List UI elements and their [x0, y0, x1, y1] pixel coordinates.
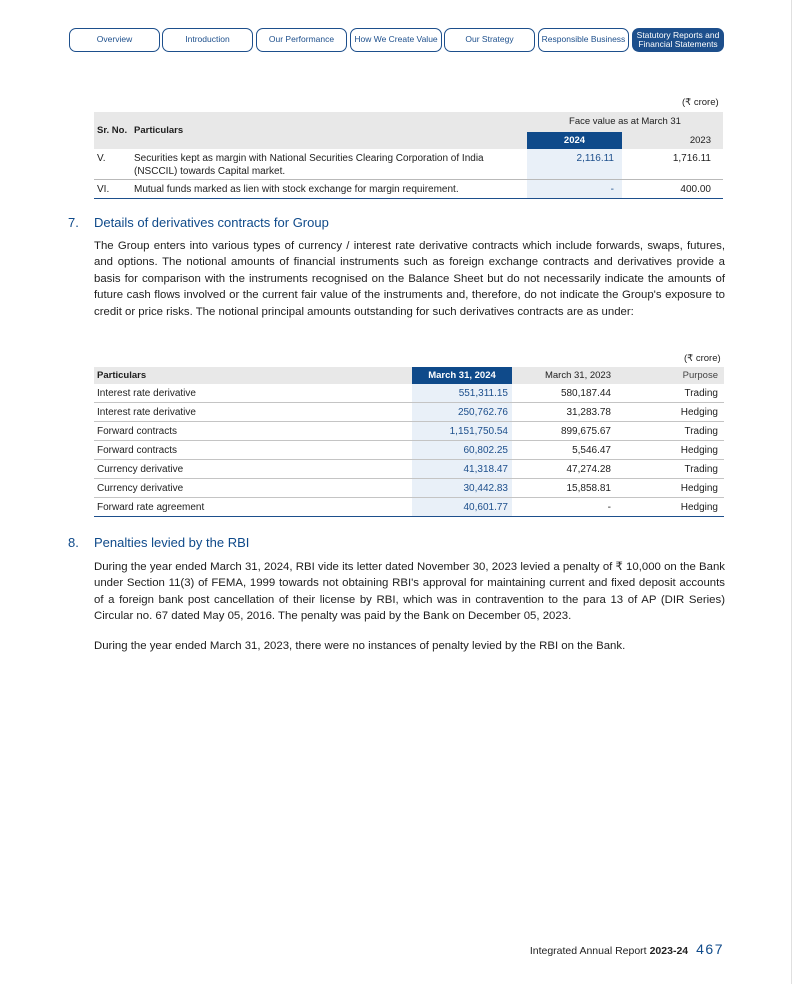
tab-introduction[interactable]: Introduction [162, 28, 253, 52]
tab-overview[interactable]: Overview [69, 28, 160, 52]
row-value-2024: 60,802.25 [412, 441, 512, 459]
table-row [94, 460, 724, 479]
tab-our-strategy[interactable]: Our Strategy [444, 28, 535, 52]
header-face-value: Face value as at March 31 [569, 116, 681, 127]
page-footer [530, 941, 724, 957]
row-particulars: Interest rate derivative [97, 407, 196, 418]
row-particulars: Securities kept as margin with National Securities Clearing Corporation of India (NSCCIL) towards Capital market. [134, 153, 484, 177]
footer-report-year: 2023-24 [649, 945, 689, 957]
footer-report-name: Integrated Annual Report [529, 945, 647, 957]
section-8-paragraph-2: During the year ended March 31, 2023, there were no instances of penalty levied by the RBI on the Bank. [94, 640, 626, 652]
tab-our-performance[interactable]: Our Performance [256, 28, 347, 52]
row-value-2023: 899,675.67 [560, 426, 611, 437]
row-value-2023: 31,283.78 [566, 407, 611, 418]
securities-table [94, 112, 723, 199]
row-value-2024: 1,151,750.54 [412, 422, 512, 440]
row-value-2024: 551,311.15 [412, 384, 512, 402]
row-purpose: Trading [684, 388, 718, 399]
row-particulars: Currency derivative [97, 483, 184, 494]
row-value-2023: 1,716.11 [672, 153, 711, 164]
header-2023: 2023 [689, 135, 711, 146]
section-8-title: Penalties levied by the RBI [94, 535, 250, 550]
header-march-2024: March 31, 2024 [412, 367, 512, 384]
row-value-2024: - [527, 180, 622, 198]
table-row [94, 422, 724, 441]
row-value-2024: 41,318.47 [412, 460, 512, 478]
section-7-number: 7. [68, 215, 79, 230]
section-7-title: Details of derivatives contracts for Group [94, 215, 329, 230]
row-purpose: Hedging [680, 502, 718, 513]
row-purpose: Hedging [680, 483, 718, 494]
table-row [94, 498, 724, 517]
header-sr-no: Sr. No. [97, 125, 128, 136]
table-row [94, 149, 723, 180]
row-value-2023: 15,858.81 [566, 483, 611, 494]
row-sr-no: V. [97, 153, 106, 164]
row-particulars: Forward contracts [97, 426, 178, 437]
table-row [94, 180, 723, 199]
tab-statutory-reports[interactable]: Statutory Reports and Financial Statements [632, 28, 724, 52]
row-value-2024: 40,601.77 [412, 498, 512, 516]
table2-unit: (₹ crore) [684, 353, 721, 364]
section-7-body: The Group enters into various types of currency / interest rate derivative contracts which include forwards, swaps, futures, and options. The notional amounts of financial instruments such as foreign exchange contracts and derivatives provide a basis for comparison with the instruments recognised on the Balance Sheet but do not necessarily indicate the amounts of future cash flows involved or the current fair value of the instruments and, therefore, do not indicate the Group's exposure to credit or price risks. The notional principal amounts outstanding for such derivatives contracts are as under: [94, 240, 725, 318]
row-value-2024: 2,116.11 [527, 149, 622, 179]
header-purpose: Purpose [682, 370, 718, 381]
row-purpose: Hedging [680, 445, 718, 456]
row-value-2023: 5,546.47 [572, 445, 611, 456]
table1-unit: (₹ crore) [682, 97, 719, 108]
section-8-number: 8. [68, 535, 79, 550]
table-header [94, 112, 723, 149]
table-row [94, 479, 724, 498]
derivatives-table [94, 367, 724, 517]
tab-how-we-create-value[interactable]: How We Create Value [350, 28, 442, 52]
header-particulars: Particulars [97, 370, 147, 381]
row-purpose: Trading [684, 426, 718, 437]
header-particulars: Particulars [134, 125, 184, 136]
row-value-2023: 400.00 [680, 184, 711, 195]
header-2024: 2024 [527, 132, 622, 149]
row-particulars: Forward rate agreement [97, 502, 205, 513]
row-value-2024: 30,442.83 [412, 479, 512, 497]
row-purpose: Hedging [680, 407, 718, 418]
tab-responsible-business[interactable]: Responsible Business [538, 28, 629, 52]
row-value-2023: 580,187.44 [560, 388, 611, 399]
row-particulars: Mutual funds marked as lien with stock exchange for margin requirement. [134, 184, 459, 195]
row-sr-no: VI. [97, 184, 110, 195]
section-8-paragraph-1: During the year ended March 31, 2024, RBI vide its letter dated November 30, 2023 levied a penalty of ₹ 10,000 on the Bank under Section 11(3) of FEMA, 1999 towards not obtaining RBI's approval for maintaining current and fixed deposit accounts of a foreign bank post cancellation of their license by RBI, which was in contravention to the para 13 of AP (DIR Series) Circular no. 67 dated May 05, 2016. The penalty was paid by the Bank on December 05, 2023. [94, 561, 725, 623]
row-purpose: Trading [684, 464, 718, 475]
header-march-2023: March 31, 2023 [544, 370, 611, 381]
row-value-2024: 250,762.76 [412, 403, 512, 421]
table-row [94, 384, 724, 403]
row-particulars: Currency derivative [97, 464, 184, 475]
table-row [94, 441, 724, 460]
row-value-2023: 47,274.28 [566, 464, 611, 475]
table-row [94, 403, 724, 422]
row-particulars: Forward contracts [97, 445, 178, 456]
row-particulars: Interest rate derivative [97, 388, 196, 399]
row-value-2023: - [607, 502, 611, 513]
table-header [94, 367, 724, 384]
page-number: 467 [696, 941, 724, 957]
top-navigation [69, 28, 725, 52]
